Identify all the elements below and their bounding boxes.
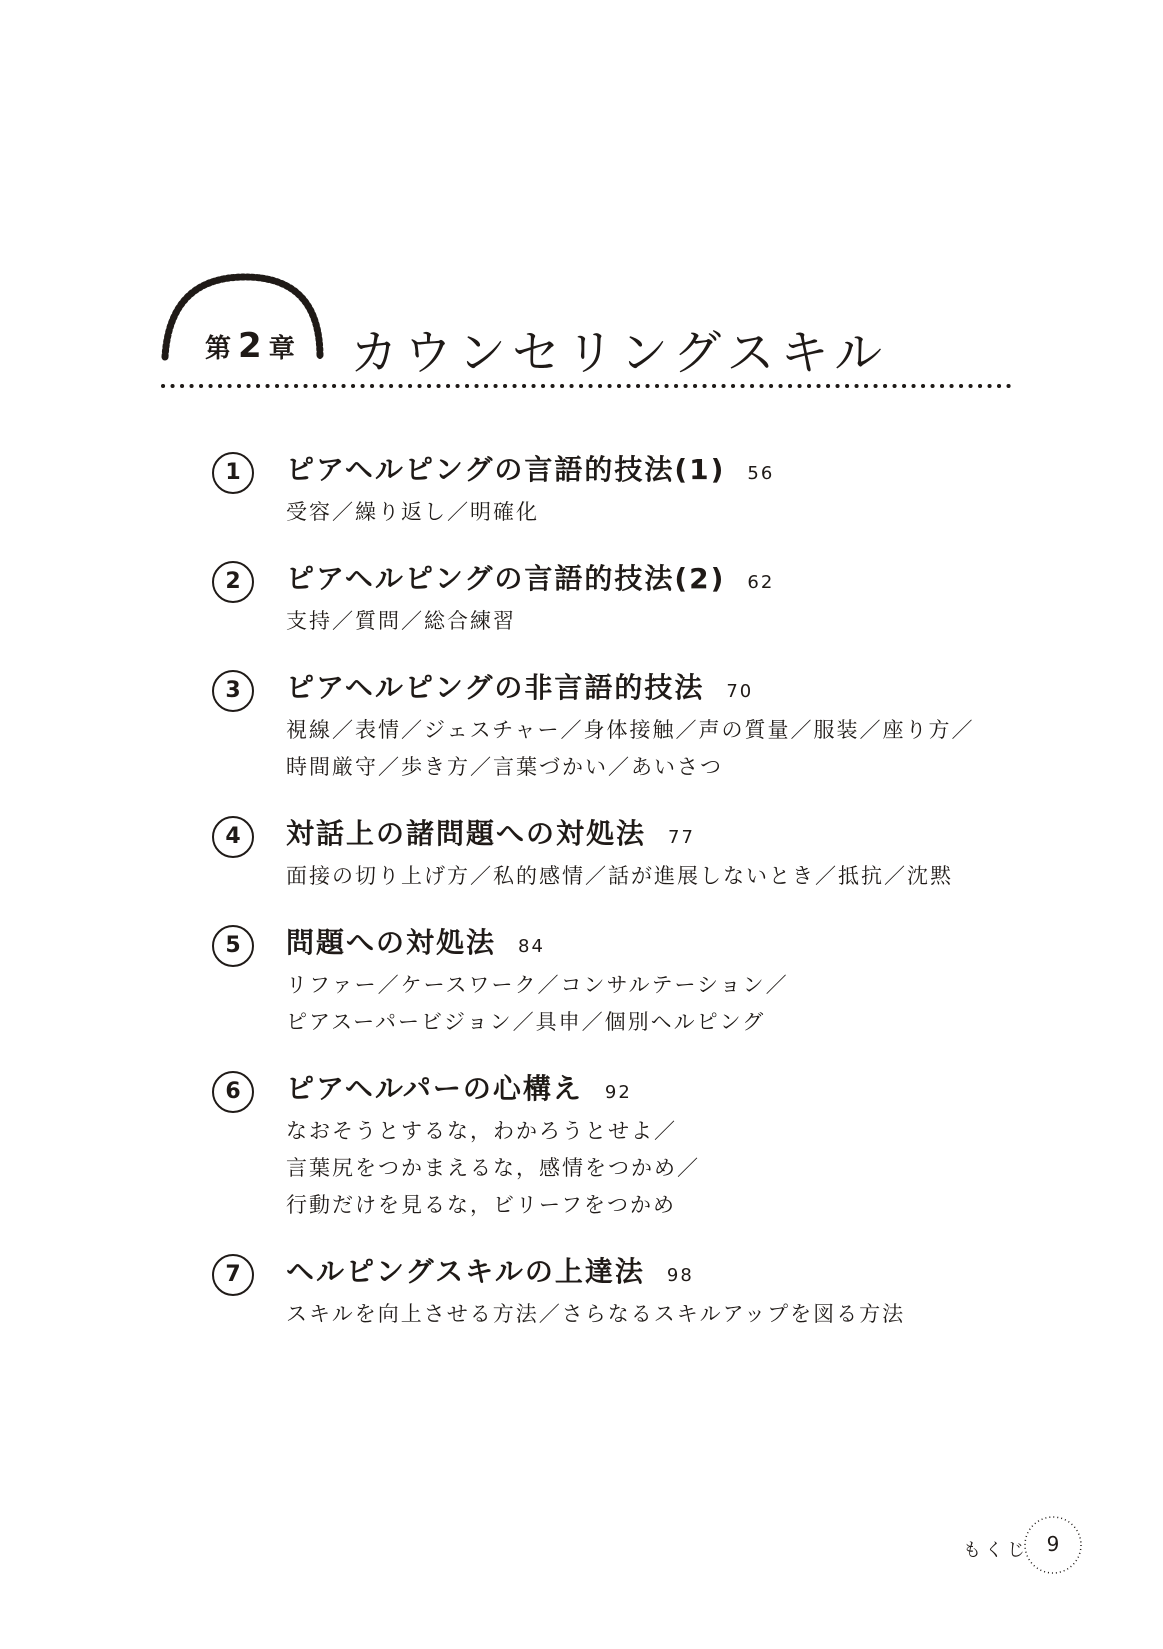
toc-item <box>200 559 1080 640</box>
item-title: ピアヘルピングの言語的技法(1) <box>286 453 726 486</box>
toc-item <box>200 1069 1080 1224</box>
item-title-row <box>286 923 1080 967</box>
item-page-number: 77 <box>668 827 695 848</box>
item-title-row <box>286 559 1080 603</box>
chapter-label <box>205 326 296 366</box>
item-number-badge: 4 <box>212 816 254 858</box>
item-subtopics: なおそうとするな，わかろうとせよ／ <box>286 1119 677 1143</box>
item-number-badge: 2 <box>212 561 254 603</box>
item-number-badge: 1 <box>212 452 254 494</box>
footer-label: もくじ <box>963 1540 1029 1561</box>
page-number: 9 <box>1046 1532 1060 1556</box>
chapter-number: 2 <box>238 326 263 366</box>
item-subtopics: 受容／繰り返し／明確化 <box>286 500 539 524</box>
item-number-badge: 6 <box>212 1071 254 1113</box>
item-title-row <box>286 1252 1080 1296</box>
item-title: 問題への対処法 <box>286 926 497 959</box>
item-title-row <box>286 450 1080 494</box>
item-number-badge: 3 <box>212 670 254 712</box>
item-title: ピアヘルピングの非言語的技法 <box>286 671 705 704</box>
item-title-row <box>286 1069 1080 1113</box>
item-subtopics: 視線／表情／ジェスチャー／身体接触／声の質量／服装／座り方／ <box>286 718 975 742</box>
item-page-number: 92 <box>604 1082 632 1103</box>
chapter-label-suffix: 章 <box>268 334 296 364</box>
item-page-number: 98 <box>666 1265 694 1286</box>
table-of-contents <box>200 450 1080 1361</box>
chapter-label-prefix: 第 <box>205 334 233 364</box>
dotted-divider <box>160 383 1012 389</box>
toc-item <box>200 814 1080 895</box>
toc-item <box>200 450 1080 531</box>
item-subtopics: スキルを向上させる方法／さらなるスキルアップを図る方法 <box>286 1302 906 1326</box>
item-subtopics: 言葉尻をつかまえるな，感情をつかめ／ <box>286 1156 700 1180</box>
item-subtopics: ピアスーパービジョン／具申／個別ヘルピング <box>286 1010 766 1034</box>
item-page-number: 70 <box>726 681 754 702</box>
item-page-number: 84 <box>518 936 545 957</box>
item-title-row <box>286 814 1080 858</box>
item-number-badge: 7 <box>212 1254 254 1296</box>
item-title: 対話上の諸問題への対処法 <box>286 817 647 850</box>
item-page-number: 62 <box>747 572 775 593</box>
item-subtopics: 面接の切り上げ方／私的感情／話が進展しないとき／抵抗／沈黙 <box>286 864 953 888</box>
item-subtopics: リファー／ケースワーク／コンサルテーション／ <box>286 973 789 997</box>
chapter-title: カウンセリングスキル <box>350 325 889 381</box>
chapter-header <box>0 0 1163 400</box>
item-number-badge: 5 <box>212 925 254 967</box>
item-subtopics: 行動だけを見るな，ビリーフをつかめ <box>286 1193 676 1217</box>
item-subtopics: 時間厳守／歩き方／言葉づかい／あいさつ <box>286 755 723 779</box>
item-subtopics: 支持／質問／総合練習 <box>286 609 516 633</box>
toc-item <box>200 1252 1080 1333</box>
item-page-number: 56 <box>747 463 775 484</box>
item-title-row <box>286 668 1080 712</box>
item-title: ピアヘルパーの心構え <box>286 1072 583 1105</box>
item-title: ヘルピングスキルの上達法 <box>286 1255 645 1288</box>
toc-item <box>200 668 1080 786</box>
item-title: ピアヘルピングの言語的技法(2) <box>286 562 726 595</box>
toc-item <box>200 923 1080 1041</box>
